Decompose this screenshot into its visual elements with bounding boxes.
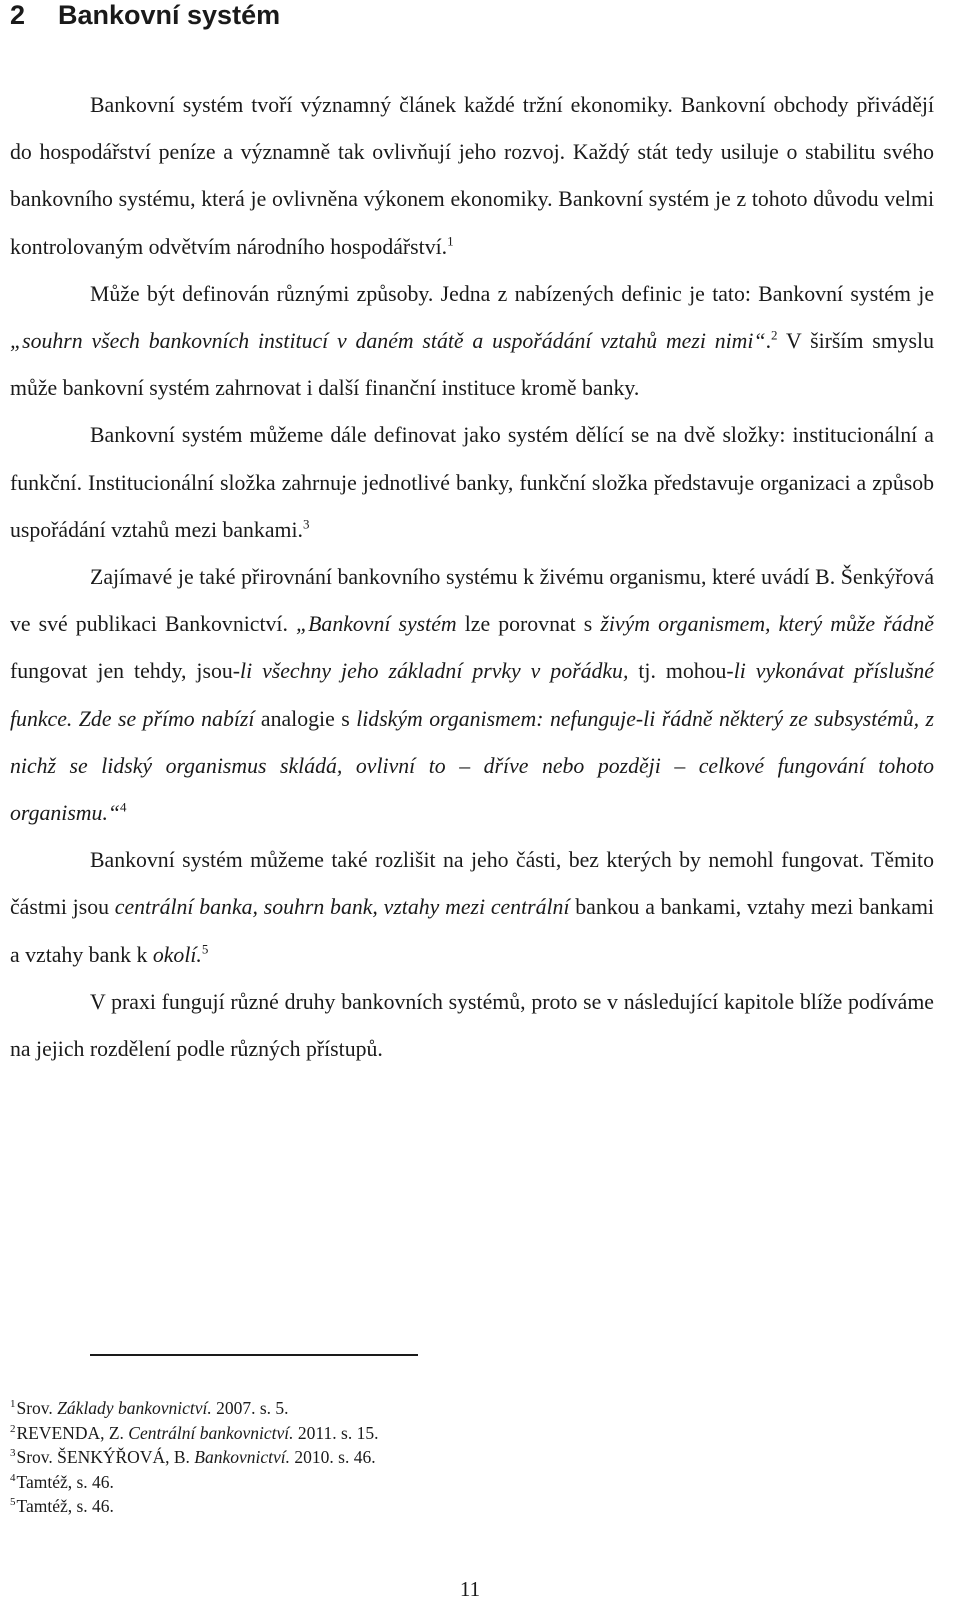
footnote-ref: 3 [302,516,310,532]
italic-text: Základy bankovnictví. [57,1398,212,1418]
text-run: . [765,329,772,354]
italic-text: li vykonávat příslušné funkce. Zde se přímo nabízí [10,659,934,731]
footnote-mark: 4 [10,1471,16,1484]
chapter-title: Bankovní systém [58,0,281,30]
text-run: Bankovní systém můžeme dále definovat jako systém dělící se na dvě složky: institucionální a funkční. Institucionální složka zahrnuje jednotlivé banky, funkční složka představuje organizaci a způsob uspořádání vztahů mezi bankami. [10,423,934,542]
text-run: fungovat jen tehdy, jsou- [10,659,241,684]
chapter-number: 2 [10,0,26,30]
paragraph [10,271,934,413]
italic-text: li všechny jeho základní prvky v pořádku, [240,659,629,684]
text-run: lze porovnat s [456,612,601,637]
footnote-mark: 2 [10,1422,16,1435]
footnote-mark: 3 [10,1447,16,1460]
page-number: 11 [459,1577,481,1601]
footnotes [10,1396,378,1519]
footnote-ref: 2 [771,327,778,343]
footnote-ref: 1 [447,233,454,249]
footnote [10,1445,378,1470]
text-run: Srov. ŠENKÝŘOVÁ, B. [16,1447,195,1467]
footnote-ref: 4 [120,799,127,815]
paragraph [10,837,934,979]
paragraph [10,554,934,837]
text-run: 2011. s. 15. [293,1422,379,1443]
text-run: Může být definován různými způsoby. Jedna z nabízených definic je tato: Bankovní systém je [90,281,934,306]
paragraph [10,979,934,1073]
text-run: bankou a bankami, vztahy mezi bankami a vztahy bank k [10,895,934,967]
italic-text: živým organismem, který může řádně [600,612,934,637]
italic-text: „Bankovní systém [296,612,457,637]
text-run: Srov. [16,1398,58,1418]
text-run: 2007. s. 5. [211,1398,289,1418]
paragraph [10,82,934,271]
text-run: Tamtéž, s. 46. [16,1471,114,1492]
text-run: Bankovní systém tvoří významný článek každé tržní ekonomiky. Bankovní obchody přivádějí do hospodářství peníze a významně tak ovlivňují jeho rozvoj. Každý stát tedy usiluje o stabilitu svého bankovního systému, která je ovlivněna výkonem ekonomiky. Bankovní systém je z tohoto důvodu velmi kontrolovaným odvětvím národního hospodářství. [10,93,934,259]
body-text [10,82,934,1073]
paragraph [10,412,934,554]
italic-text: okolí. [152,942,202,967]
footnote [10,1470,378,1495]
italic-text: Centrální bankovnictví. [128,1422,294,1443]
italic-text: „souhrn všech bankovních institucí v daném státě a uspořádání vztahů mezi nimi“ [10,329,766,354]
italic-text: Bankovnictví. [194,1447,291,1467]
text-run: Bankovní systém můžeme také rozlišit na jeho části, bez kterých by nemohl fungovat. Těmito částmi jsou [10,848,934,920]
italic-text: lidským organismem: nefunguje-li řádně některý ze subsystémů, z nichž se lidský organismus skládá, ovlivní to – dříve nebo později – celkové fungování tohoto organismu.“ [10,706,934,826]
text-run: tj. mohou- [628,659,734,684]
footnote-mark: 5 [10,1496,16,1509]
text-run: analogie s [254,706,357,731]
text-run: V širším smyslu může bankovní systém zahrnovat i další finanční instituce kromě banky. [10,329,934,401]
chapter-heading [10,0,280,30]
text-run: Tamtéž, s. 46. [16,1496,114,1516]
text-run: V praxi fungují různé druhy bankovních systémů, proto se v následující kapitole blíže podíváme na jejich rozdělení podle různých přístupů. [10,989,934,1062]
footnote-ref: 5 [201,941,209,957]
italic-text: centrální banka, souhrn bank, vztahy mezi centrální [114,895,570,920]
footnote [10,1494,378,1519]
text-run: 2010. s. 46. [290,1447,376,1467]
footnote-separator [90,1354,418,1356]
footnote [10,1396,378,1421]
text-run: Zajímavé je také přirovnání bankovního systému k živému organismu, které uvádí B. Šenkýřová ve své publikaci Bankovnictví. [10,565,934,637]
footnote [10,1421,378,1446]
footnote-mark: 1 [10,1398,16,1411]
text-run: REVENDA, Z. [16,1422,129,1443]
